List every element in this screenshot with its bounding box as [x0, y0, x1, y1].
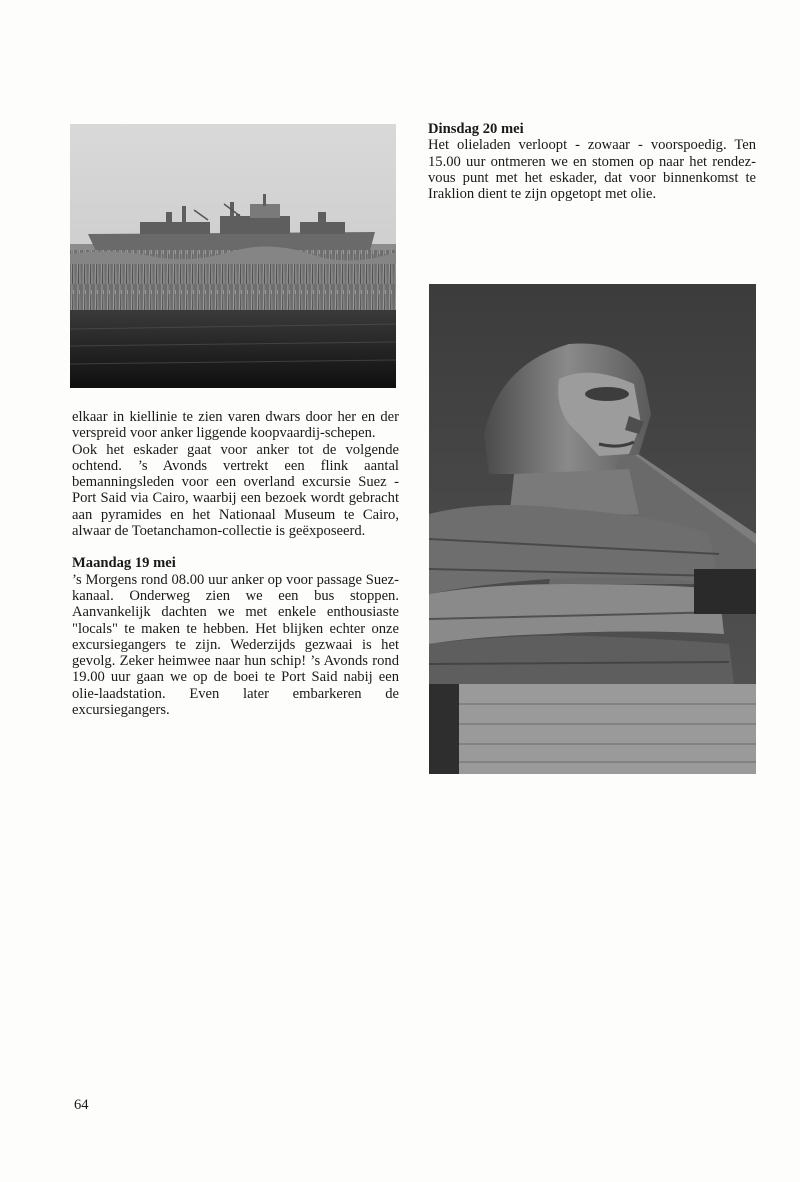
sphinx-photo: [429, 284, 756, 774]
tuesday-heading: Dinsdag 20 mei: [428, 121, 524, 137]
tuesday-section: [428, 121, 756, 202]
left-column: [72, 409, 399, 718]
monday-heading: Maandag 19 mei: [72, 555, 176, 572]
monday-body: ’s Morgens rond 08.00 uur anker op voor passage Suez-kanaal. Onderweg zien we een bus stoppen. Aanvankelijk dachten we met enkele enthousiaste "locals" te maken te hebben. Het blijken echter onze excursiegangers te zijn. Wederzijds gezwaai is het gevolg. Zeker heimwee naar hun schip! ’s Avonds rond 19.00 uur gaan we op de boei te Port Said nabij een olie-laadstation. Even later embarkeren de excursiegangers.: [72, 571, 399, 719]
continuation-paragraph: elkaar in kiellinie te zien varen dwars door her en der verspreid voor anker liggende koopvaardij-schepen.: [72, 409, 399, 442]
ship-photo: [70, 124, 396, 388]
page-number: 64: [74, 1097, 89, 1113]
monday-section: [72, 555, 399, 718]
continuation-paragraph-2: Ook het eskader gaat voor anker tot de volgende ochtend. ’s Avonds vertrekt een flink aantal bemanningsleden voor een overland excursie Suez - Port Said via Cairo, waarbij een bezoek wordt gebracht aan pyramides en het Nationaal Museum te Cairo, alwaar de Toetanchamon-collectie is geëxposeerd.: [72, 441, 399, 540]
tuesday-body: Het olieladen verloopt - zowaar - voorspoedig. Ten 15.00 uur ontmeren we en stomen op naar het rendez-vous punt met het eskader, dat voor binnenkomst te Iraklion dient te zijn opgetopt met olie.: [428, 137, 756, 203]
